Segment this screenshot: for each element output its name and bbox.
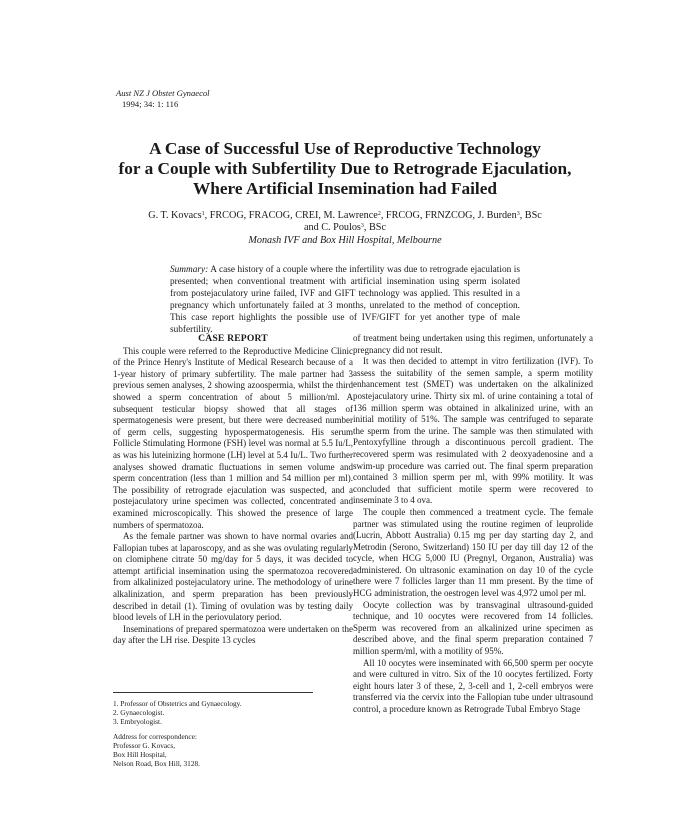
author-burden: J. Burden (477, 210, 517, 221)
journal-citation (116, 88, 210, 109)
body-paragraph-continued: of treatment being undertaken using this regimen, unfortunately a pregnancy did not result. (353, 333, 593, 355)
body-paragraph: The couple then commenced a treatment cycle. The female partner was stimulated using the routine regimen of leuprolide (Lucrin, Abbott Australia) 0.15 mg per day starting day 2, and Metrodin (Serono, Switzerland) 150 IU per day till day 12 of the cycle, when HCG 5,000 IU (Pregnyl, Organon, Australia) was administered. On ultrasonic examination on day 10 of the cycle there were 7 follicles larger than 11 mm present. By the time of HCG administration, the oestrogen level was 4,972 umol per ml. (353, 506, 593, 599)
title-line-1: A Case of Successful Use of Reproductive Technology (149, 139, 541, 158)
author-conjunction: and (304, 222, 322, 234)
body-column-right (353, 333, 593, 716)
title-line-3: Where Artificial Insemination had Failed (192, 179, 498, 198)
correspondence-street: Nelson Road, Box Hill, 3128. (113, 759, 200, 769)
affil-mark: 3 (360, 223, 364, 230)
affil-mark: 1 (201, 211, 205, 217)
body-paragraph: All 10 oocytes were inseminated with 66,500 sperm per oocyte and were cultured in vitro. Six of the 10 oocytes fertilized. Forty eight hours later 3 of these, 2, 3-cell and 1, 2-cell embryos were transferred via the cervix into the Fallopian tube under ultrasound control, a procedure known as Retrograde Tubal Embryo Stage (353, 657, 593, 714)
summary-abstract (170, 264, 520, 336)
affiliation: Monash IVF and Box Hill Hospital, Melbourne (248, 234, 442, 246)
author-degrees: , BSc (519, 210, 542, 221)
summary-label: Summary: (170, 265, 209, 275)
footnote-3: 3. Embryologist. (113, 717, 162, 727)
correspondence-name: Professor G. Kovacs, (113, 740, 176, 750)
author-poulos: C. Poulos (321, 222, 361, 234)
title-line-2: for a Couple with Subfertility Due to Retrograde Ejaculation, (118, 159, 572, 178)
author-degrees: , FRCOG, FRNZCOG, (380, 210, 478, 221)
footnotes (113, 692, 313, 768)
article-title (60, 139, 630, 199)
author-degrees: , BSc (363, 222, 386, 234)
journal-volume: 1994; 34: 1: 116 (122, 98, 179, 109)
footnote-1: 1. Professor of Obstetrics and Gynaecology. (113, 699, 242, 708)
body-column-left (113, 333, 353, 647)
footnote-2: 2. Gynaecologist. (113, 708, 165, 718)
body-paragraph: As the female partner was shown to have normal ovaries and Fallopian tubes at laparoscopy, and as she was ovulating regularly on clomiphene citrate 50 mg/day for 5 days, it was decided to attempt artificial insemination using the spermatozoa recovered from alkalinized postejaculatory urine. The methodology of urine alkalinization, and sperm preparation has been previously described in detail (1). Timing of ovulation was by testing daily blood levels of LH in the periovulatory period. (113, 531, 353, 623)
body-paragraph: Oocyte collection was by transvaginal ultrasound-guided technique, and 10 oocytes were recovered from 14 follicles. Sperm was recovered from an alkalinized urine specimen as described above, and the final sperm preparation contained 7 million sperm/ml, with a motility of 95%. (353, 599, 593, 657)
correspondence-institution: Box Hill Hospital, (113, 750, 167, 760)
body-paragraph: This couple were referred to the Reproductive Medicine Clinic of the Prince Henry's Institute of Medical Research because of a 1-year history of primary subfertility. The male partner had 3 previous semen analyses, 2 showing azoospermia, whilst the third showed a sperm concentration of about 5 million/ml. A subsequent testicular biopsy showed that all stages of spermatogenesis were present, but there were decreased number of germ cells, suggesting hypospermatogenesis. His serum Follicle Stimulating Hormone (FSH) level was normal at 5.5 Iu/L, as was his luteinizing hormone (LH) level at 5.4 Iu/L. Two further analyses showed dramatic fluctuations in semen volume and sperm concentration (less than 1 million and 54 million per ml). The possibility of retrograde ejaculation was suspected, and a postejaculatory urine specimen was collected, concentrated and examined microscopically. This showed the presence of large numbers of spermatozoa. (113, 345, 353, 530)
author-kovacs: G. T. Kovacs (148, 210, 202, 221)
correspondence-label: Address for correspondence: (113, 731, 197, 741)
author-lawrence: M. Lawrence (323, 210, 378, 221)
affil-mark: 2 (377, 211, 381, 217)
section-heading: CASE REPORT (198, 333, 268, 344)
author-block (60, 210, 630, 247)
affil-mark: 3 (516, 211, 520, 217)
author-degrees: , FRCOG, FRACOG, CREI, (204, 210, 324, 221)
summary-text: A case history of a couple where the infertility was due to retrograde ejaculation is presented; when conventional treatment with artificial insemination using sperm isolated from postejaculatory urine failed, IVF and GIFT technology was applied. This resulted in a pregnancy which unfortunately failed at 3 months, unrelated to the method of conception. This case report highlights the possible use of IVF/GIFT for yet another type of male subfertility. (170, 265, 520, 335)
journal-name: Aust NZ J Obstet Gynaecol (116, 88, 210, 98)
body-paragraph: Inseminations of prepared spermatozoa were undertaken on the day after the LH rise. Despite 13 cycles (113, 623, 353, 646)
body-paragraph: It was then decided to attempt in vitro fertilization (IVF). To assess the suitability of the semen sample, a sperm motility enhancement test (SMET) was undertaken on the alkalinized postejaculatory urine. Thirty six ml. of urine containing a total of 136 million sperm was obtained in alkalinized urine, with an initial motility of 51%. The sample was centrifuged to separate the sperm from the urine. The sample was then stimulated with Pentoxyfylline through a discontinuous percoll gradient. The recovered sperm was resimulated with 2 deoxyadenosine and a swim-up procedure was carried out. The final sperm preparation contained 3 million sperm per ml, with 99% motility. It was concluded that sufficient motile sperm were recovered to inseminate 3 to 4 ova. (353, 356, 593, 506)
